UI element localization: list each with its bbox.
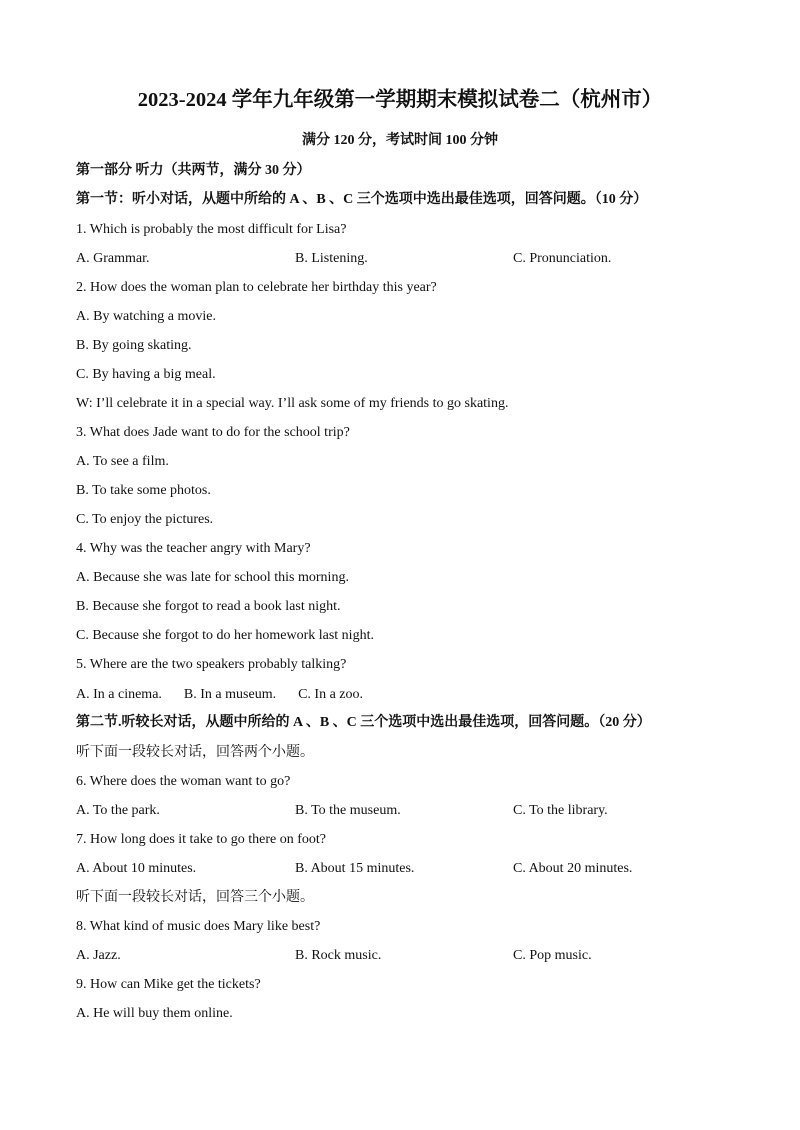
q2-option-a: A. By watching a movie.	[76, 309, 216, 324]
q8-option-c: C. Pop music.	[513, 948, 592, 963]
q5-option-c: C. In a zoo.	[298, 687, 364, 702]
part1-heading: 第一部分 听力（共两节，满分 30 分）	[76, 163, 311, 178]
question-6: 6. Where does the woman want to go?	[76, 774, 291, 789]
question-4: 4. Why was the teacher angry with Mary?	[76, 541, 311, 556]
section1-heading: 第一节：听小对话，从题中所给的 A 、B 、C 三个选项中选出最佳选项，回答问题。（10 分）	[76, 192, 648, 207]
q4-option-b: B. Because she forgot to read a book last night.	[76, 599, 341, 614]
q4-option-c: C. Because she forgot to do her homework last night.	[76, 628, 374, 643]
q8-option-b: B. Rock music.	[295, 948, 382, 963]
question-3: 3. What does Jade want to do for the school trip?	[76, 425, 350, 440]
q8-option-a: A. Jazz.	[76, 948, 121, 963]
q7-option-a: A. About 10 minutes.	[76, 861, 197, 876]
question-1: 1. Which is probably the most difficult for Lisa?	[76, 222, 347, 237]
q2-transcript: W: I’ll celebrate it in a special way. I’ll ask some of my friends to go skating.	[76, 396, 509, 411]
q1-option-a: A. Grammar.	[76, 251, 150, 266]
dialogue2-instruction: 听下面一段较长对话，回答三个小题。	[76, 890, 314, 905]
q3-option-b: B. To take some photos.	[76, 483, 211, 498]
q4-option-a: A. Because she was late for school this morning.	[76, 570, 349, 585]
q5-options	[76, 684, 736, 706]
q5-option-a: A. In a cinema.	[76, 687, 162, 702]
q7-option-b: B. About 15 minutes.	[295, 861, 415, 876]
q2-option-c: C. By having a big meal.	[76, 367, 216, 382]
question-2: 2. How does the woman plan to celebrate her birthday this year?	[76, 280, 437, 295]
q2-option-b: B. By going skating.	[76, 338, 192, 353]
question-7: 7. How long does it take to go there on foot?	[76, 832, 327, 847]
page-title: 2023-2024 学年九年级第一学期期末模拟试卷二（杭州市）	[137, 89, 663, 111]
q5-option-b: B. In a museum.	[183, 687, 277, 702]
question-8: 8. What kind of music does Mary like best?	[76, 919, 321, 934]
q6-option-b: B. To the museum.	[295, 803, 401, 818]
q1-option-b: B. Listening.	[295, 251, 368, 266]
q6-option-a: A. To the park.	[76, 803, 160, 818]
q3-option-a: A. To see a film.	[76, 454, 169, 469]
q6-option-c: C. To the library.	[513, 803, 608, 818]
dialogue1-instruction: 听下面一段较长对话，回答两个小题。	[76, 745, 314, 760]
q9-option-a: A. He will buy them online.	[76, 1006, 233, 1021]
q7-option-c: C. About 20 minutes.	[513, 861, 633, 876]
exam-subtitle: 满分 120 分，考试时间 100 分钟	[302, 133, 498, 148]
q1-option-c: C. Pronunciation.	[513, 251, 612, 266]
question-5: 5. Where are the two speakers probably talking?	[76, 657, 347, 672]
q3-option-c: C. To enjoy the pictures.	[76, 512, 214, 527]
question-9: 9. How can Mike get the tickets?	[76, 977, 261, 992]
section2-heading: 第二节.听较长对话，从题中所给的 A 、B 、C 三个选项中选出最佳选项，回答问题。（20 分）	[76, 715, 651, 730]
